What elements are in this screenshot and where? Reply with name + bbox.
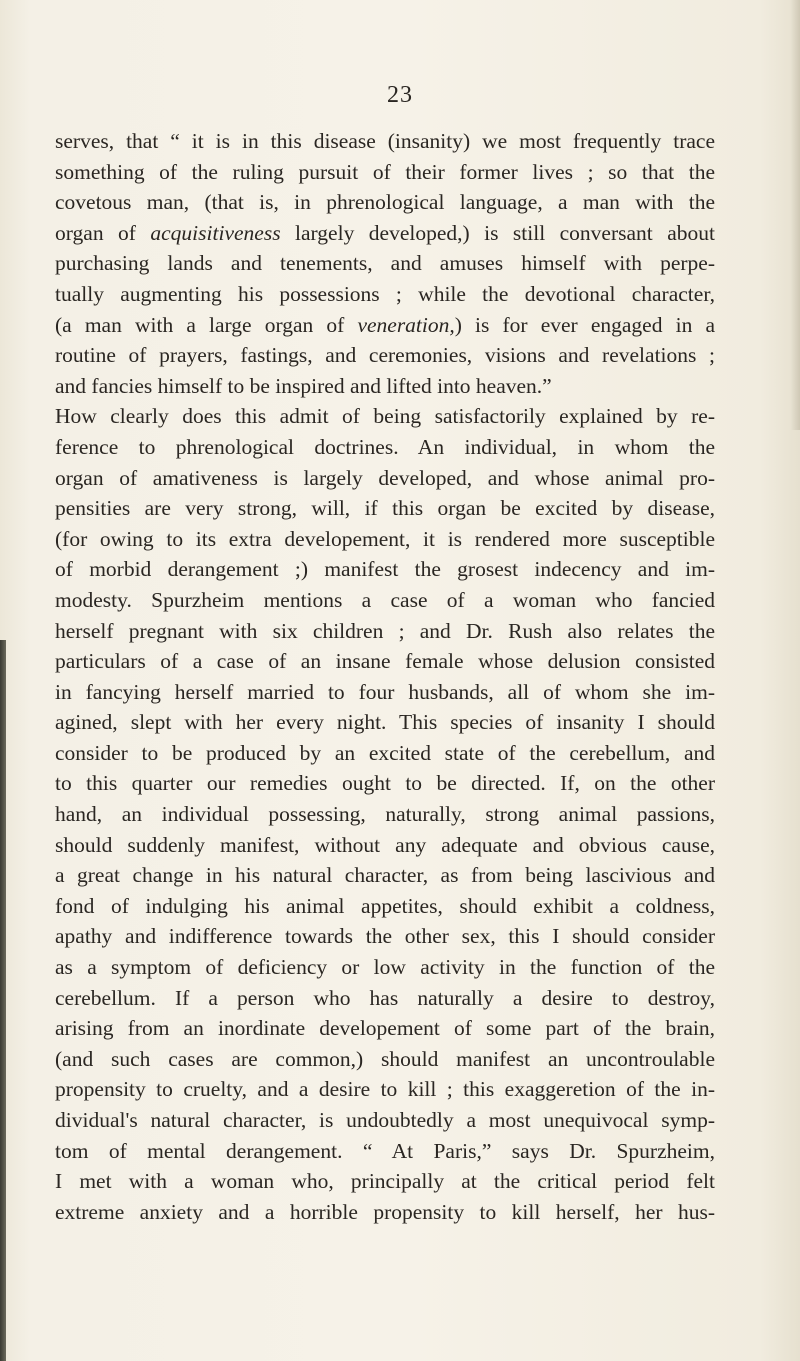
text-line: serves, that “ it is in this disease (insanity) we most frequently trace: [55, 129, 715, 153]
text-line: apathy and indifference towards the other sex, this I should consider: [55, 924, 715, 949]
text-line: purchasing lands and tenements, and amuses himself with perpe-: [55, 251, 715, 276]
text-line: herself pregnant with six children ; and Dr. Rush also relates the: [55, 618, 715, 643]
text-line: in fancying herself married to four husbands, all of whom she im-: [55, 679, 715, 704]
text-line: to this quarter our remedies ought to be directed. If, on the other: [55, 771, 715, 796]
text-line: I met with a woman who, principally at the critical period felt: [55, 1169, 715, 1194]
text-line: tom of mental derangement. “ At Paris,” says Dr. Spurzheim,: [55, 1138, 715, 1163]
text-line: organ of amativeness is largely developed, and whose animal pro-: [55, 465, 715, 490]
text-line: a great change in his natural character, as from being lascivious and: [55, 863, 715, 888]
page-edge-curl: [790, 0, 800, 430]
text-line: extreme anxiety and a horrible propensity to kill herself, her hus-: [55, 1199, 715, 1224]
text-line: particulars of a case of an insane female whose delusion consisted: [55, 649, 715, 674]
text-line: as a symptom of deficiency or low activity in the function of the: [55, 955, 715, 980]
text-line: propensity to cruelty, and a desire to kill ; this exaggeretion of the in-: [55, 1077, 715, 1102]
text-line: tually augmenting his possessions ; while the devotional character,: [55, 281, 715, 306]
text-line: modesty. Spurzheim mentions a case of a woman who fancied: [55, 587, 715, 612]
text-line: consider to be produced by an excited state of the cerebellum, and: [55, 740, 715, 765]
text-line: pensities are very strong, will, if this organ be excited by disease,: [55, 496, 715, 521]
italic-term: veneration,: [357, 312, 455, 337]
text-line: ference to phrenological doctrines. An individual, in whom the: [55, 434, 715, 459]
text-line: routine of prayers, fastings, and ceremonies, visions and revelations ;: [55, 343, 715, 368]
text-line: something of the ruling pursuit of their former lives ; so that the: [55, 159, 715, 184]
text-line: hand, an individual possessing, naturally, strong animal passions,: [55, 802, 715, 827]
text-line: (a man with a large organ of veneration,) is for ever engaged in a: [55, 312, 715, 337]
text-line: (and such cases are common,) should manifest an uncontroulable: [55, 1046, 715, 1071]
text-line: (for owing to its extra developement, it is rendered more susceptible: [55, 526, 715, 551]
text-line: covetous man, (that is, in phrenological language, a man with the: [55, 190, 715, 215]
italic-term: acquisitiveness: [150, 220, 281, 245]
text-line: cerebellum. If a person who has naturally a desire to destroy,: [55, 985, 715, 1010]
body-text: [55, 126, 715, 1227]
text-line: of morbid derangement ;) manifest the grosest indecency and im-: [55, 557, 715, 582]
text-line: and fancies himself to be inspired and lifted into heaven.”: [55, 373, 552, 398]
text-line: should suddenly manifest, without any adequate and obvious cause,: [55, 832, 715, 857]
text-line: How clearly does this admit of being satisfactorily explained by re-: [55, 404, 715, 429]
text-line: fond of indulging his animal appetites, should exhibit a coldness,: [55, 893, 715, 918]
page-edge-shadow: [0, 640, 6, 1361]
text-line: organ of acquisitiveness largely developed,) is still conversant about: [55, 220, 715, 245]
page-number: 23: [387, 82, 413, 108]
text-line: arising from an inordinate developement of some part of the brain,: [55, 1016, 715, 1041]
text-line: agined, slept with her every night. This species of insanity I should: [55, 710, 715, 735]
text-line: dividual's natural character, is undoubtedly a most unequivocal symp-: [55, 1108, 715, 1132]
